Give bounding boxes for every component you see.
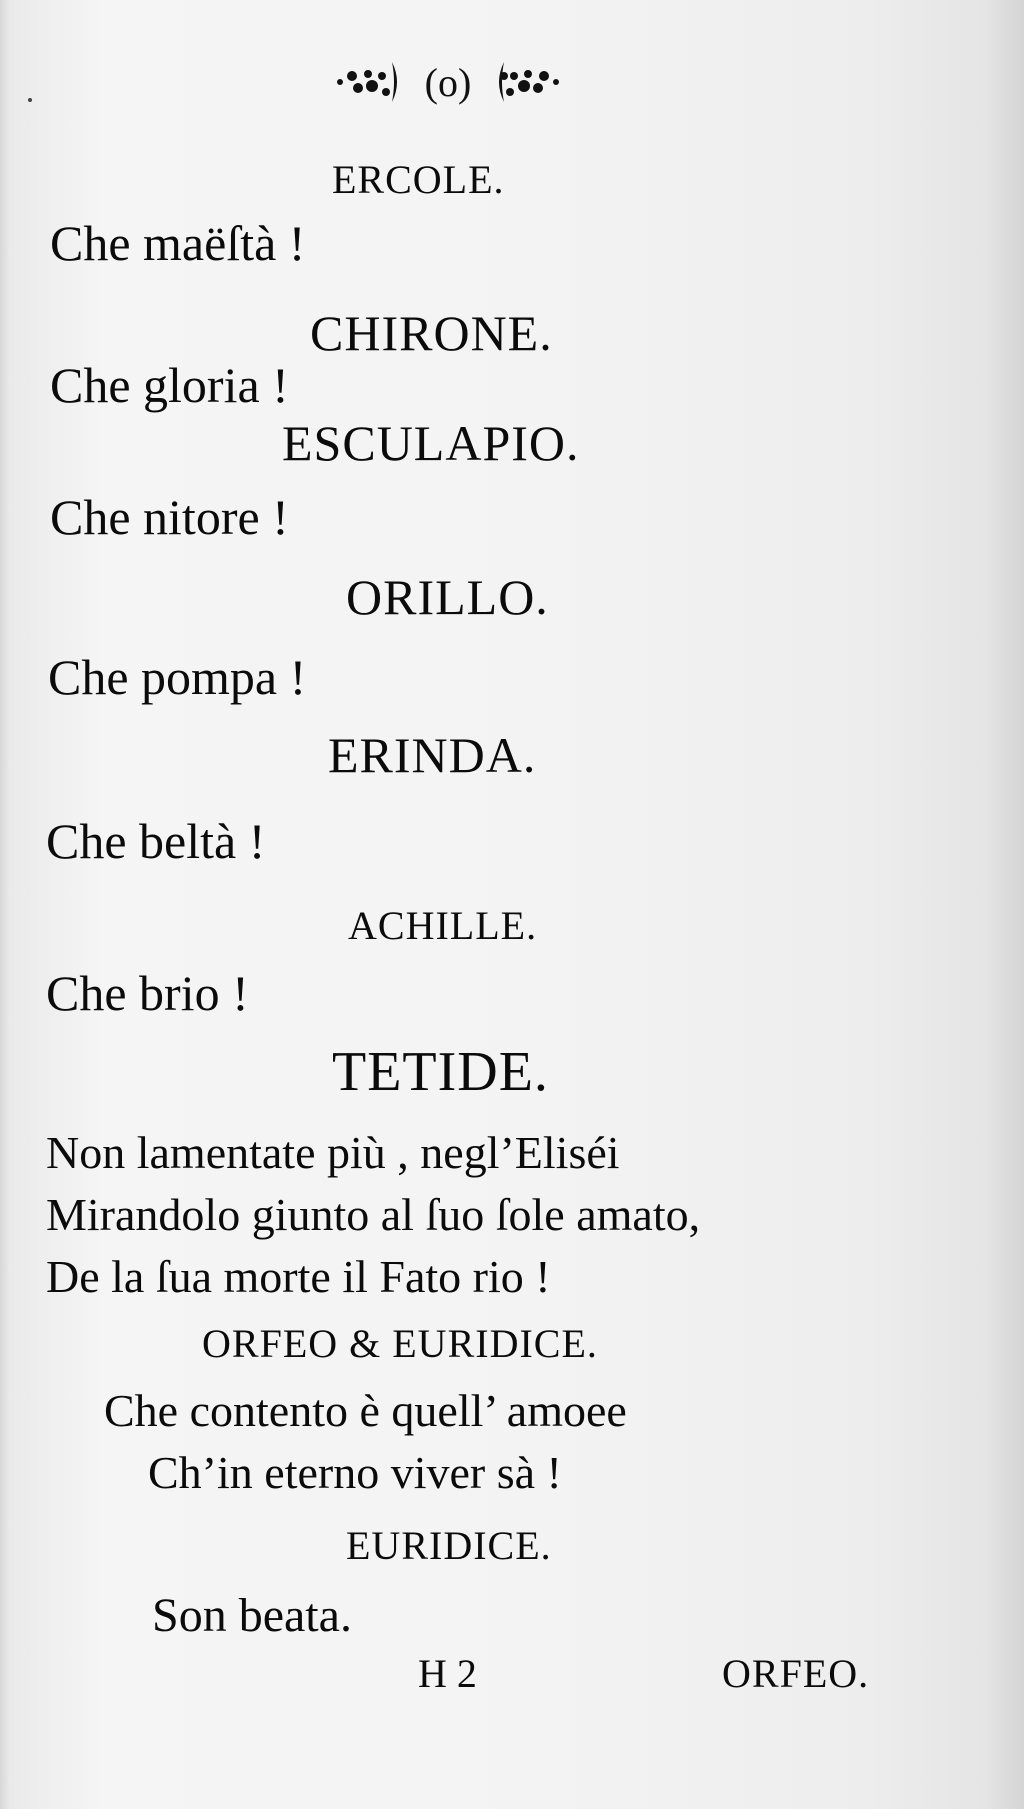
page-left-shadow [0,0,10,1809]
speaker-orfeo-euridice: ORFEO & EURIDICE. [202,1321,598,1366]
speaker-chirone: CHIRONE. [310,305,553,361]
speaker-esculapio: ESCULAPIO. [282,415,580,471]
printers-ornament-icon [328,52,568,112]
speaker-orillo: ORILLO. [346,569,549,625]
speaker-erinda: ERINDA. [328,727,537,783]
line-esculapio: Che nitore ! [50,489,289,545]
verse-orfeo-euridice-2: Ch’in eterno viver sà ! [148,1447,562,1498]
ink-speck [28,98,32,102]
speaker-achille: ACHILLE. [348,903,538,948]
ornament-text: (o) [424,60,472,105]
line-euridice: Son beata. [152,1589,352,1642]
page-right-shadow [984,0,1024,1809]
speaker-euridice: EURIDICE. [346,1523,552,1568]
line-erinda: Che beltà ! [46,813,266,869]
speaker-ercole: ERCOLE. [332,157,505,202]
speaker-tetide: TETIDE. [332,1041,549,1103]
signature-mark: H 2 [418,1651,477,1696]
line-ercole: Che maëſtà ! [50,215,306,271]
line-chirone: Che gloria ! [50,357,289,413]
verse-tetide-2: Mirandolo giunto al ſuo ſole amato, [46,1189,701,1240]
line-achille: Che brio ! [46,965,249,1021]
verse-tetide-1: Non lamentate più , negl’Eliséi [46,1127,620,1178]
verse-orfeo-euridice-1: Che contento è quell’ amoee [104,1385,627,1436]
verse-tetide-3: De la ſua morte il Fato rio ! [46,1251,551,1302]
catchword: ORFEO. [722,1651,870,1696]
line-orillo: Che pompa ! [48,649,307,705]
